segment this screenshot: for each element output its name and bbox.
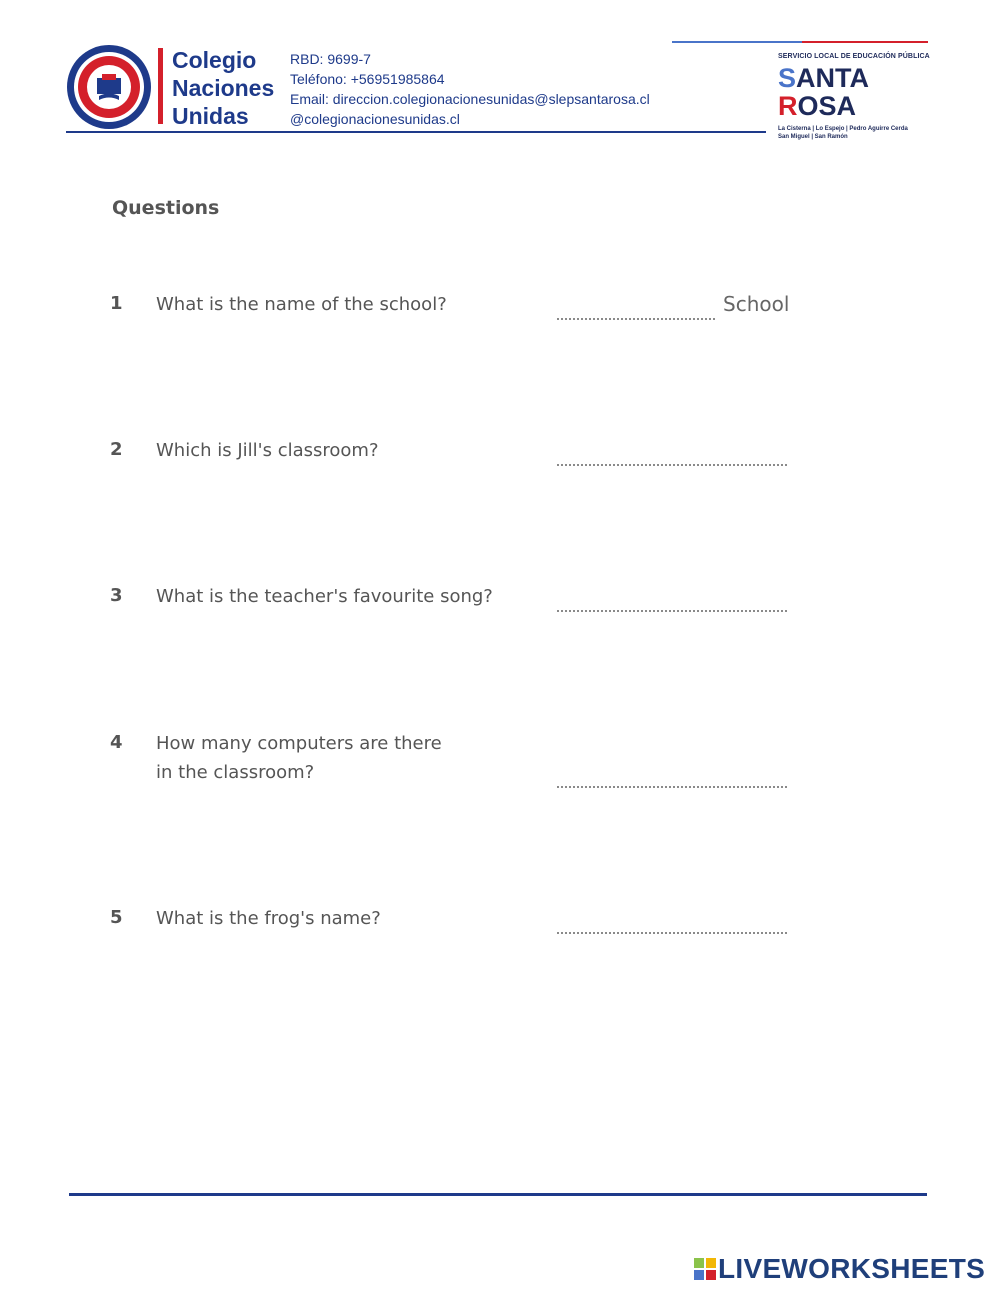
top-accent-line-blue <box>672 41 802 43</box>
question-text: What is the name of the school? <box>156 294 447 315</box>
answer-input-3[interactable] <box>557 584 787 612</box>
contact-web: @colegionacionesunidas.cl <box>290 111 460 127</box>
slep-logo-word-rosa: ROSA <box>778 91 857 121</box>
question-number: 3 <box>110 585 123 606</box>
liveworksheets-logo-icon <box>694 1258 716 1280</box>
school-name-line: Naciones <box>172 75 275 101</box>
header-divider <box>66 131 766 133</box>
footer-divider <box>69 1193 927 1196</box>
contact-rbd: RBD: 9699-7 <box>290 51 371 67</box>
answer-suffix: School <box>723 292 790 316</box>
question-number: 2 <box>110 439 123 460</box>
slep-comunas: San Miguel | San Ramón <box>778 134 848 140</box>
question-number: 5 <box>110 907 123 928</box>
answer-input-1[interactable] <box>557 292 715 320</box>
top-accent-line-red <box>802 41 928 43</box>
question-number: 1 <box>110 293 123 314</box>
slep-comunas: La Cisterna | Lo Espejo | Pedro Aguirre Cerda <box>778 126 908 132</box>
questions-heading: Questions <box>112 197 220 219</box>
school-name-line: Colegio <box>172 47 257 73</box>
answer-input-2[interactable] <box>557 438 787 466</box>
contact-email: Email: direccion.colegionacionesunidas@slepsantarosa.cl <box>290 91 650 107</box>
slep-logo-word-santa: SANTA <box>778 63 869 93</box>
school-seal-logo <box>66 44 152 130</box>
school-name-line: Unidas <box>172 103 249 129</box>
header-accent-bar <box>158 48 163 124</box>
question-text: Which is Jill's classroom? <box>156 440 379 461</box>
answer-input-4[interactable] <box>557 760 787 788</box>
question-text: What is the frog's name? <box>156 908 381 929</box>
liveworksheets-brand: LIVEWORKSHEETS <box>718 1253 986 1284</box>
contact-phone: Teléfono: +56951985864 <box>290 71 445 87</box>
answer-input-5[interactable] <box>557 906 787 934</box>
question-text: What is the teacher's favourite song? <box>156 586 493 607</box>
question-number: 4 <box>110 732 123 753</box>
question-text: How many computers are there in the classroom? <box>156 733 442 783</box>
slep-caption: SERVICIO LOCAL DE EDUCACIÓN PÚBLICA <box>778 53 930 60</box>
